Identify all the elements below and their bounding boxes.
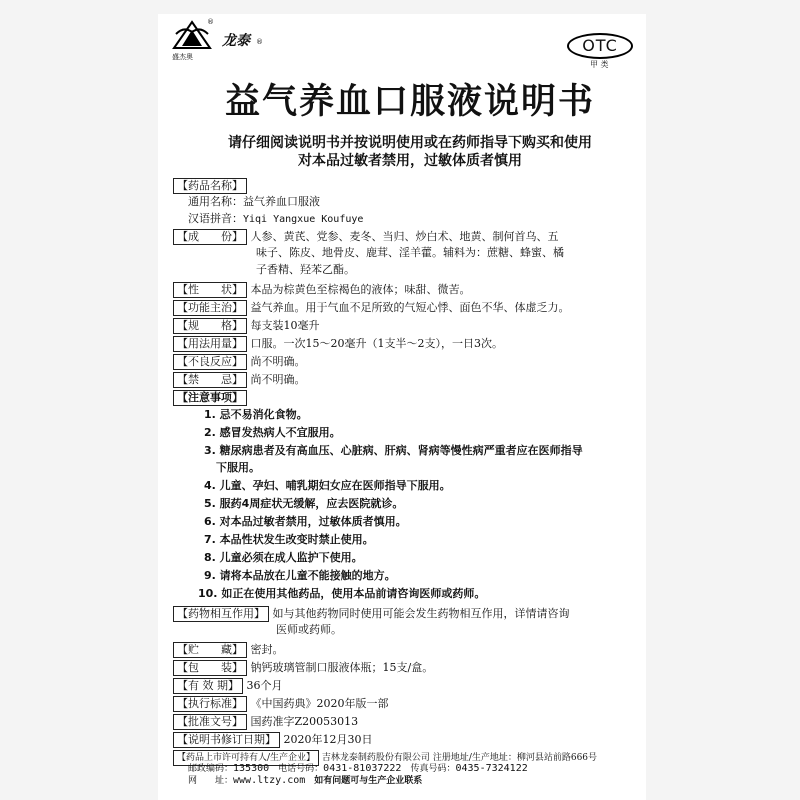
validity-label: 【有 效 期】 (173, 678, 243, 694)
usage-label: 【用法用量】 (173, 336, 247, 352)
ingredients-line-2: 味子、陈皮、地骨皮、鹿茸、淫羊藿。辅料为：蔗糖、蜂蜜、橘 (256, 246, 564, 259)
adverse-row (173, 354, 306, 370)
note-item: 1. 忌不易消化食物。 (204, 408, 308, 421)
indication-value: 益气养血。用于气血不足所致的气短心悸、面色不华、体虚乏力。 (250, 301, 570, 314)
note-item: 9. 请将本品放在儿童不能接触的地方。 (204, 569, 396, 582)
logo-registered-mark: ® (207, 18, 214, 26)
package-label: 【包 装】 (173, 660, 247, 676)
storage-value: 密封。 (250, 643, 284, 656)
maker-label: 【药品上市许可持有人/生产企业】 (173, 750, 319, 766)
brand-name: 龙泰 (222, 33, 250, 49)
ingredients-row (173, 229, 559, 245)
otc-badge: OTC (567, 33, 633, 59)
generic-label: 通用名称： (188, 195, 243, 208)
pinyin-value: Yiqi Yangxue Koufuye (243, 214, 364, 225)
character-row (173, 282, 471, 298)
validity-value: 36个月 (246, 679, 283, 692)
document-title: 益气养血口服液说明书 (224, 81, 595, 122)
postcode-value: 135300 (233, 763, 270, 774)
revision-label: 【说明书修订日期】 (173, 732, 280, 748)
maker-value: 吉林龙泰制药股份有限公司 (321, 753, 430, 763)
indication-label: 【功能主治】 (173, 300, 247, 316)
name-label: 【药品名称】 (173, 178, 247, 194)
revision-row (173, 732, 373, 748)
standard-value: 《中国药典》2020年版一部 (250, 697, 389, 710)
note-item: 4. 儿童、孕妇、哺乳期妇女应在医师指导下服用。 (204, 479, 451, 492)
pinyin-label: 汉语拼音： (188, 212, 243, 225)
phone-label: 电话号码： (278, 764, 324, 774)
revision-value: 2020年12月30日 (283, 733, 373, 746)
otc-class: 甲 类 (590, 60, 609, 69)
name-row (173, 178, 247, 194)
warning-line-2: 对本品过敏者禁用，过敏体质者慎用 (298, 153, 522, 169)
standard-row (173, 696, 389, 712)
package-row (173, 660, 433, 676)
note-item: 3. 糖尿病患者及有高血压、心脏病、肝病、肾病等慢性病严重者应在医师指导 (204, 444, 583, 457)
ingredients-line-1: 人参、黄芪、党参、麦冬、当归、炒白术、地黄、制何首乌、五 (250, 230, 559, 243)
note-item: 7. 本品性状发生改变时禁止使用。 (204, 533, 374, 546)
fax-label: 传真号码： (410, 764, 456, 774)
interaction-line-2: 医师或药师。 (276, 623, 342, 636)
spec-value: 每支装10毫升 (250, 319, 320, 332)
web-row (188, 774, 422, 788)
interaction-line-1: 如与其他药物同时使用可能会发生药物相互作用，详情请咨询 (272, 607, 570, 620)
brand-registered-mark: ® (256, 38, 263, 46)
approval-label: 【批准文号】 (173, 714, 247, 730)
character-label: 【性 状】 (173, 282, 247, 298)
company-logo-icon (172, 20, 212, 50)
approval-value: 国药准字Z20053013 (250, 715, 359, 728)
adverse-value: 尚不明确。 (250, 355, 306, 368)
generic-row (188, 195, 320, 209)
storage-label: 【贮 藏】 (173, 642, 247, 658)
spec-row (173, 318, 320, 334)
phone-value: 0431-81037222 (323, 763, 402, 774)
package-value: 钠钙玻璃管制口服液体瓶；15支/盒。 (250, 661, 434, 674)
postcode-label: 邮政编码： (188, 764, 234, 774)
notes-row (173, 390, 247, 406)
interaction-label: 【药物相互作用】 (173, 606, 269, 622)
spec-label: 【规 格】 (173, 318, 247, 334)
contra-value: 尚不明确。 (250, 373, 306, 386)
adverse-label: 【不良反应】 (173, 354, 247, 370)
indication-row (173, 300, 570, 316)
web-label: 网 址： (188, 776, 234, 786)
contra-label: 【禁 忌】 (173, 372, 247, 388)
warning-line-1: 请仔细阅读说明书并按说明使用或在药师指导下购买和使用 (228, 135, 592, 151)
usage-value: 口服。一次15～20毫升（1支半～2支），一日3次。 (250, 337, 503, 350)
storage-row (173, 642, 284, 658)
contra-row (173, 372, 306, 388)
usage-row (173, 336, 503, 352)
note-item: 5. 服药4周症状无缓解，应去医院就诊。 (204, 497, 404, 510)
note-item: 6. 对本品过敏者禁用，过敏体质者慎用。 (204, 515, 407, 528)
fax-value: 0435-7324122 (455, 763, 528, 774)
approval-row (173, 714, 358, 730)
generic-value: 益气养血口服液 (243, 195, 320, 208)
ingredients-label: 【成 份】 (173, 229, 247, 245)
note-item: 2. 感冒发热病人不宜服用。 (204, 426, 341, 439)
address-value: 柳河县站前路666号 (516, 753, 598, 763)
character-value: 本品为棕黄色至棕褐色的液体；味甜、微苦。 (250, 283, 471, 296)
validity-row (173, 678, 283, 694)
address-label: 注册地址/生产地址： (432, 753, 517, 763)
note-item: 8. 儿童必须在成人监护下使用。 (204, 551, 363, 564)
interaction-row (173, 606, 570, 622)
logo-caption: 盛杰奥 (172, 53, 193, 61)
web-value: www.ltzy.com (233, 775, 306, 786)
pinyin-row (188, 212, 363, 227)
note-item: 10. 如正在使用其他药品，使用本品前请咨询医师或药师。 (198, 587, 486, 600)
standard-label: 【执行标准】 (173, 696, 247, 712)
note-item: 下服用。 (216, 461, 260, 474)
footer-note: 如有问题可与生产企业联系 (314, 776, 423, 786)
ingredients-line-3: 子香精、羟苯乙酯。 (256, 263, 355, 276)
notes-label: 【注意事项】 (173, 390, 247, 406)
